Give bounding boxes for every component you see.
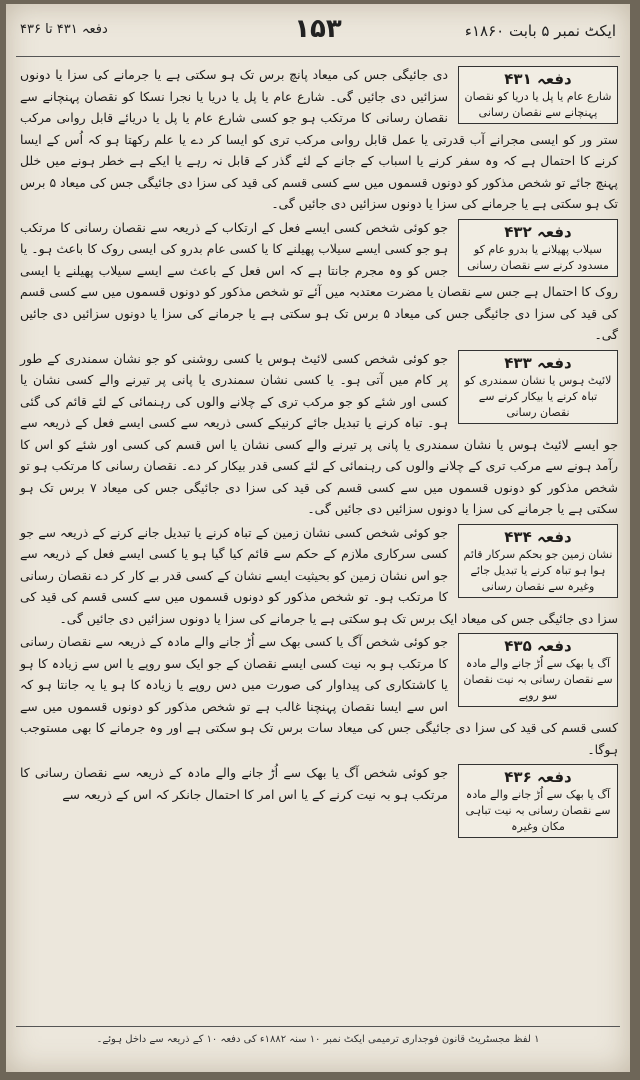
paragraph xyxy=(20,522,618,630)
header-divider xyxy=(16,56,620,57)
paragraph xyxy=(20,631,618,760)
paragraph xyxy=(20,348,618,520)
section-number: دفعہ ۴۳۲ xyxy=(504,222,572,241)
paragraph xyxy=(20,762,618,840)
section-heading-box xyxy=(458,524,618,598)
paragraph-text: جو کوئی شخص کسی لائیٹ ہوس یا کسی روشنی کو جو نشان سمندری کے طور پر کام میں آتی ہو۔ یا کسی نشان سمندری یا پانی پر تیرنے والے کسی نشان یا کسی اور شئے کو جو مرکب تری کے چلانے والوں کی رہنمائی کے لئے قائم کی گئی ہو۔ تباہ کرنے یا تبدیل جائے کرنیکے کسی ذریعہ سے کسی ایسے فعل کے ذریعہ سے جو ایسے لائیٹ ہوس یا نشان سمندری یا پانی پر تیرنے والے کسی نشان یا اس قسم کی کسی اور شئے کو اس کا رآمد ہونے سے مرکب تری کے چلانے والوں کی رہنمائی کے لئے کسی قدر بیکار کر دے۔ نقصان رسانی کا مرتکب ہو تو شخص مذکور کو دونوں قسموں میں سے کسی قسم کی قید کی سزا دی جائیگی جس کی میعاد ۷ برس تک ہو سکتی ہے یا جرمانے کی سزا یا دونوں سزائیں دی جائیں گی۔ xyxy=(20,350,618,516)
footer-divider xyxy=(16,1026,620,1027)
paragraph xyxy=(20,64,618,215)
page-number: ۱۵۳ xyxy=(294,14,342,44)
paragraph-text: جو کوئی شخص کسی نشان زمین کے تباہ کرنے یا تبدیل جانے کرنے کے ذریعہ سے جو کسی سرکاری ملازم کے حکم سے قائم کیا گیا ہو یا کسی ایسے فعل کے ذریعہ سے جو اس نشان زمین کو بحیثیت ایسے نشان کے کسی قدر بے کار کر دے نقصان رسانی کا مرتکب ہو۔ تو شخص مذکور کو دونوں قسموں میں سے کسی قسم کی قید کی سزا دی جائیگی جس کی میعاد ایک برس تک ہو سکتی ہے یا جرمانے کی سزا یا دونوں سزائیں دی جائیں گی۔ xyxy=(20,524,618,626)
section-title: لائیٹ ہوس یا نشان سمندری کو تباہ کرنے یا بیکار کرنے سے نقصان رسانی xyxy=(464,373,612,419)
section-title: شارع عام یا پل یا دریا کو نقصان پہنچانے سے نقصان رسانی xyxy=(464,90,612,119)
section-range: دفعہ ۴۳۱ تا ۴۳۶ xyxy=(20,22,108,37)
section-number: دفعہ ۴۳۴ xyxy=(504,527,572,546)
section-heading-box xyxy=(458,633,618,707)
section-heading-box xyxy=(458,66,618,124)
page-header xyxy=(16,14,620,54)
section-heading-box xyxy=(458,764,618,838)
paragraph-text: جو کوئی شخص آگ یا کسی بھک سے اُڑ جانے والے مادہ کے ذریعہ سے نقصان رسانی کا مرتکب ہو بہ نیت کسی ایسے نقصان کے جو ایک سو روپے یا اس سے زیادہ کا ہو یا کاشتکاری کی پیداوار کی صورت میں دس روپے یا زیادہ کا ہو یا یہ جانتا ہو کہ اس سے ایسا نقصان پہنچنا غالب ہے تو شخص مذکور کو دونوں قسموں میں سے کسی قسم کی قید کی سزا دی جائیگی جس کی میعاد سات برس تک ہو سکتی ہے اور وہ جرمانے کا بھی مستوجب ہوگا۔ xyxy=(20,634,618,757)
document-page xyxy=(6,4,630,1072)
section-number: دفعہ ۴۳۶ xyxy=(504,768,572,786)
page-footer xyxy=(16,1026,620,1062)
section-title: نشان زمین جو بحکم سرکار قائم ہوا ہو تباہ کرنے یا تبدیل جائے وغیرہ سے نقصان رسانی xyxy=(463,547,613,593)
paragraph-text: جو کوئی شخص آگ یا بھک سے اُڑ جانے والے مادہ کے ذریعہ سے نقصان رسانی کا مرتکب ہو بہ نیت کرنے کے یا اس امر کا احتمال جانکر کہ اس کے ذریعہ سے xyxy=(20,765,448,802)
paragraph xyxy=(20,217,618,346)
section-heading-box xyxy=(458,219,618,277)
paragraph-text: دی جائیگی جس کی میعاد پانچ برس تک ہو سکتی ہے یا جرمانے کی سزا یا دونوں سزائیں دی جائیں گی۔ شارع عام یا پل یا دریا یا نجرا نسکا کو نقصان پہنچانے سے نقصان رسانی کا مرتکب ہو جو کسی شارع عام یا پل یا دریائے قابل رواںی مرکب ستر ور کو ایسی مجرانے آب قدرتی یا عمل قابل رواںی مرکب تری کو ایسا کر دے یا علم رکھتا ہو کہ اُس کے ایسا کرنے کا احتمال ہے کہ وہ سفر کرنے یا اسباب کے جانے کے لئے گذر کے قابل نہ رہے یا ایکے ہے خطر ہونے میں خلل پہنچ جائے تو شخص مذکور کو دونوں قسموں میں سے کسی قسم کی قید کی سزا دی جائیگی جس کی میعاد ۵ برس تک ہو سکتی ہے یا جرمانے کی سزا یا دونوں سزائیں دی جائیں گی۔ xyxy=(20,67,618,211)
footnote: ۱ لفظ مجسٹریٹ قانون فوجداری ترمیمی ایکٹ نمبر ۱۰ سنہ ۱۸۸۲ء کی دفعہ ۱۰ کے ذریعہ سے داخل ہوئے۔ xyxy=(96,1034,540,1045)
section-number: دفعہ ۴۳۵ xyxy=(504,637,572,655)
section-title: سیلاب پھیلانے یا بدرو عام کو مسدود کرنے سے نقصان رسانی xyxy=(467,242,609,272)
paragraph-text: جو کوئی شخص کسی ایسے فعل کے ارتکاب کے ذریعہ سے نقصان رسانی کا مرتکب ہو جو کسی ایسے سیلاب پھیلنے کا یا کسی عام بدرو کی ایسی روک کا باعث ہو۔ یا جس کو وہ مجرم جانتا ہے کہ اس فعل کے باعث سے ایسے سیلاب پھیلنے یا ایسی روک کا احتمال ہے جس سے نقصان یا مضرت معتدبہ میں آئے تو شخص مذکور کو دونوں قسموں میں سے کسی قسم کی قید کی سزا دی جائیگی جس کی میعاد ۵ برس تک ہو سکتی ہے یا جرمانے کی سزا یا دونوں سزائیں دی جائیں گی۔ xyxy=(20,219,618,342)
section-number: دفعہ ۴۳۱ xyxy=(504,70,572,88)
section-title: آگ یا بھک سے اُڑ جانے والے مادہ سے نقصان رسانی بہ نیت تباہی مکان وغیرہ xyxy=(465,788,611,833)
section-title: آگ یا بھک سے اُڑ جانے والے مادہ سے نقصان رسانی بہ نیت نقصان سو روپے xyxy=(463,657,613,702)
document-body xyxy=(20,64,618,1020)
section-heading-box xyxy=(458,350,618,424)
section-number: دفعہ ۴۳۳ xyxy=(504,353,572,372)
running-title: ایکٹ نمبر ۵ بابت ۱۸۶۰ء xyxy=(464,22,616,40)
